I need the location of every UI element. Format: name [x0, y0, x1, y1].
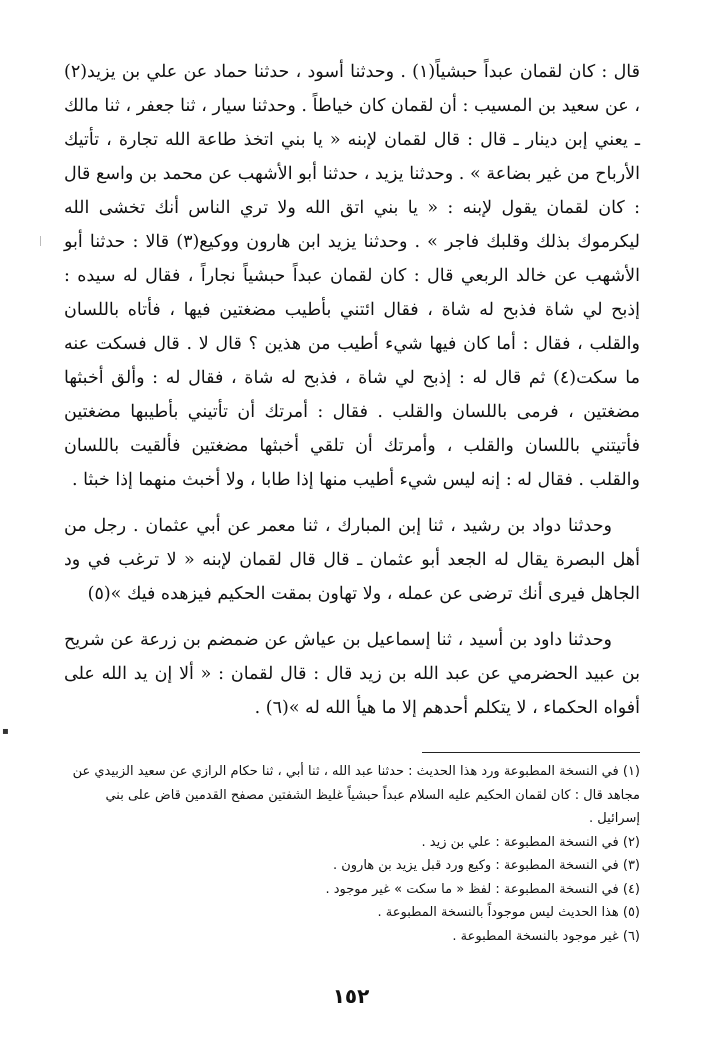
footnote: (٥) هذا الحديث ليس موجوداً بالنسخة المطبوعة .	[377, 905, 640, 920]
body-paragraph: وحدثنا دواد بن رشيد ، ثنا إبن المبارك ، ثنا معمر عن أبي عثمان . رجل من أهل البصرة يقال له الجعد أبو عثمان ـ قال قال لقمان لإبنه « لا ترغب في ود الجاهل فيرى أنك ترضى عن عمله ، ولا تهاون بمقت الحكيم فيزهده فيك »(٥)	[64, 516, 640, 604]
main-text-block	[64, 55, 640, 725]
footnote: (٣) في النسخة المطبوعة : وكيع ورد قبل يزيد بن هارون .	[332, 858, 640, 873]
footnote: (٤) في النسخة المطبوعة : لفظ « ما سكت » غير موجود .	[325, 881, 640, 897]
side-tick-mark	[40, 236, 41, 246]
margin-mark-icon: ▪	[2, 726, 9, 737]
footnote: (٦) غير موجود بالنسخة المطبوعة .	[452, 928, 640, 944]
footnotes-block	[64, 760, 640, 948]
footnote: (١) في النسخة المطبوعة ورد هذا الحديث : حدثنا عبد الله ، ثنا أبي ، ثنا حكام الرازي عن سعيد الزبيدي عن مجاهد قال : كان لقمان الحكيم عليه السلام عبداً حبشياً غليظ الشفتين مصفح القدمين قاض على بني إسرائيل .	[72, 764, 640, 826]
body-paragraph: وحدثنا داود بن أسيد ، ثنا إسماعيل بن عياش عن ضمضم بن زرعة عن شريح بن عبيد الحضرمي عن عبد الله بن زيد قال : قال لقمان : « ألا إن يد الله على أفواه الحكماء ، لا يتكلم أحدهم إلا ما هيأ الله له »(٦) .	[64, 630, 640, 718]
body-paragraph: قال : كان لقمان عبداً حبشياً(١) . وحدثنا أسود ، حدثنا حماد عن علي بن يزيد(٢) ، عن سعيد بن المسيب : أن لقمان كان خياطاً . وحدثنا سيار ، ثنا جعفر ، ثنا مالك ـ يعني إبن دينار ـ قال : قال لقمان لإبنه « يا بني اتخذ طاعة الله تجارة ، تأتيك الأرباح من غير بضاعة » . وحدثنا يزيد ، حدثنا أبو الأشهب عن محمد بن واسع قال : كان لقمان يقول لإبنه : « يا بني اتق الله ولا تري الناس أنك تخشى الله ليكرموك بذلك وقلبك فاجر » . وحدثنا يزيد ابن هارون ووكيع(٣) قالا : حدثنا أبو الأشهب عن خالد الربعي قال : كان لقمان عبداً حبشياً نجاراً ، فقال له سيده : إذبح لي شاة فذبح له شاة ، فقال ائتني بأطيب مضغتين فيها ، فأتاه باللسان والقلب ، فقال : أما كان فيها شيء أطيب من هذين ؟ قال لا . قال فسكت عنه ما سكت(٤) ثم قال له : إذبح لي شاة ، فذبح له شاة ، فقال له : وألق أخبثها مضغتين ، فرمى باللسان والقلب . فقال : أمرتك أن تأتيني بأطيبها مضغتين فأتيتني باللسان والقلب ، وأمرتك أن تلقي أخبثها مضغتين فألقيت باللسان والقلب . فقال له : إنه ليس شيء أطيب منها إذا طابا ، ولا أخبث منهما إذا خبثا .	[64, 62, 641, 490]
footnote: (٢) في النسخة المطبوعة : علي بن زيد .	[421, 834, 640, 850]
page-number: ١٥٢	[332, 984, 370, 1008]
footnote-divider	[422, 752, 640, 753]
